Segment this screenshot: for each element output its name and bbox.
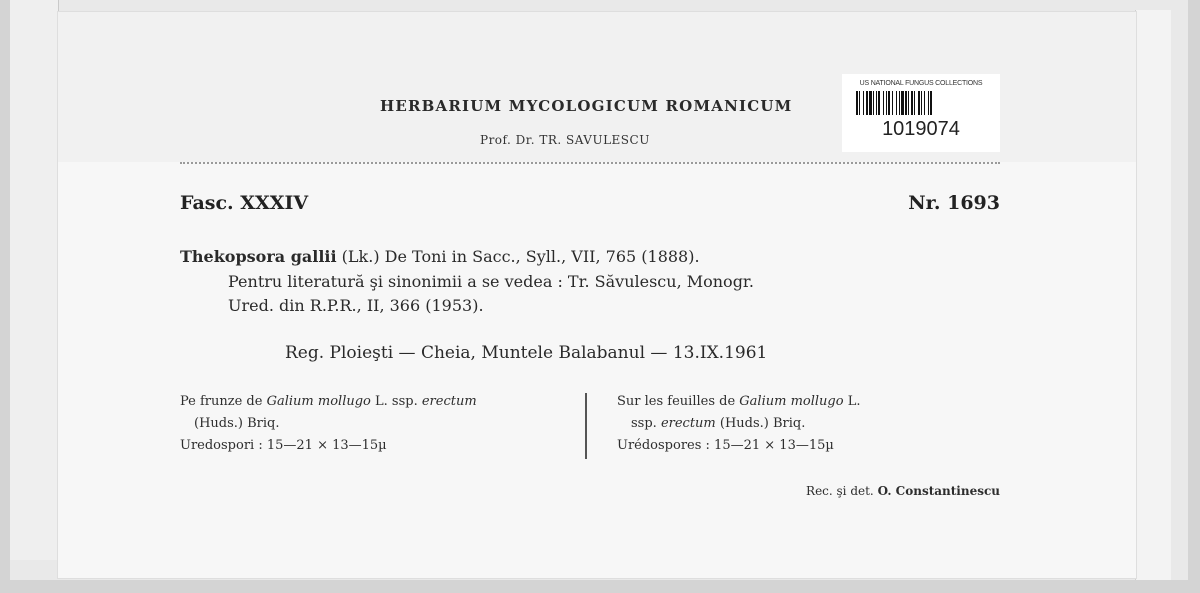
herbarium-title: HERBARIUM MYCOLOGICUM ROMANICUM: [380, 97, 793, 115]
host-subspecies: erectum: [421, 394, 477, 409]
collector-prefix: Rec. şi det.: [806, 484, 878, 498]
collection-locality: Reg. Ploieşti — Cheia, Muntele Balabanul — 13.IX.1961: [285, 343, 768, 363]
barcode-tag: [842, 74, 1000, 152]
collector-credit: [730, 484, 1000, 498]
barcode-number: 1019074: [882, 118, 960, 140]
host-species: Galium mollugo: [266, 394, 371, 409]
literature-line: Ured. din R.P.R., II, 366 (1953).: [228, 296, 484, 315]
species-name: Thekopsora gallii: [180, 247, 337, 266]
herbarium-director: Prof. Dr. TR. SAVULESCU: [480, 133, 650, 147]
host-description-french: [617, 391, 1007, 457]
host-subspecies-line: ssp. erectum (Huds.) Briq.: [631, 416, 806, 431]
barcode-institution: US NATIONAL FUNGUS COLLECTIONS: [859, 80, 983, 87]
fascicle-label: Fasc. XXXIV: [180, 192, 309, 214]
sheet-edge: [1135, 10, 1171, 580]
column-divider: [585, 393, 587, 459]
specimen-number: Nr. 1693: [908, 192, 1000, 214]
host-line: Pe frunze de Galium mollugo L. ssp. erectum: [180, 394, 477, 409]
species-authority: (Lk.) De Toni in Sacc., Syll., VII, 765 (1888).: [341, 247, 700, 266]
host-subspecies: erectum: [660, 416, 716, 431]
barcode-bars: [856, 91, 986, 115]
host-line: Sur les feuilles de Galium mollugo L.: [617, 394, 861, 409]
literature-reference: [228, 270, 1008, 318]
literature-line: Pentru literatură şi sinonimii a se vedea : Tr. Săvulescu, Monogr.: [228, 272, 754, 291]
dotted-divider: [180, 162, 1000, 164]
spore-measurement: Uredospori : 15—21 × 13—15µ: [180, 438, 387, 453]
species-citation: [180, 245, 1000, 269]
sheet-fold: [10, 0, 59, 560]
host-description-romanian: [180, 391, 575, 457]
host-species: Galium mollugo: [739, 394, 844, 409]
host-authority: (Huds.) Briq.: [194, 416, 280, 431]
collector-name: O. Constantinescu: [877, 484, 1000, 498]
spore-measurement: Urédospores : 15—21 × 13—15µ: [617, 438, 834, 453]
barcode-bar: [932, 91, 933, 115]
